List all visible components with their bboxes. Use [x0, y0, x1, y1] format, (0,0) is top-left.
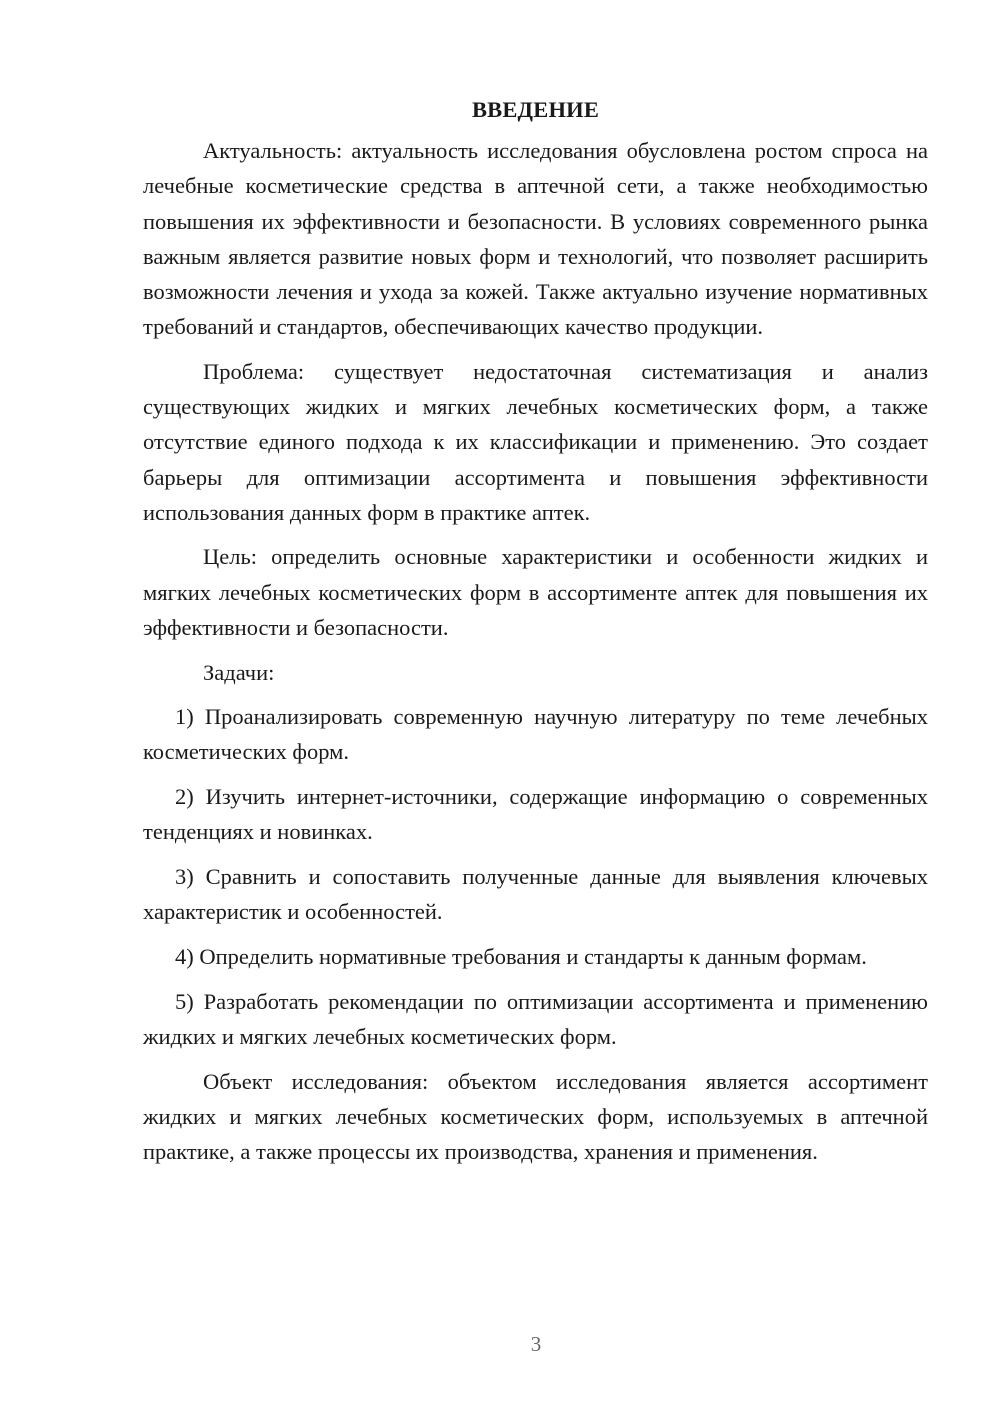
task-item-4: 4) Определить нормативные требования и стандарты к данным формам. — [175, 943, 867, 969]
object-paragraph: Объект исследования: объектом исследования является ассортимент жидких и мягких лечебных косметических форм, используемых в аптечной практике, а также процессы их производства, хранения и применения. — [143, 1068, 928, 1164]
task-item-3: 3) Сравнить и сопоставить полученные данные для выявления ключевых характеристик и особенностей. — [143, 864, 928, 925]
relevance-paragraph: Актуальность: актуальность исследования обусловлена ростом спроса на лечебные косметические средства в аптечной сети, а также необходимостью повышения их эффективности и безопасности. В условиях современного рынка важным является развитие новых форм и технологий, что позволяет расширить возможности лечения и ухода за кожей. Также актуально изучение нормативных требований и стандартов, обеспечивающих качество продукции. — [143, 138, 928, 340]
tasks-label: Задачи: — [203, 659, 275, 685]
goal-paragraph: Цель: определить основные характеристики и особенности жидких и мягких лечебных косметических форм в ассортименте аптек для повышения их эффективности и безопасности. — [143, 544, 928, 640]
page-number-footer — [0, 1332, 1000, 1357]
page-content — [143, 92, 928, 1179]
page-number: 3 — [530, 1332, 542, 1356]
task-item-2: 2) Изучить интернет-источники, содержащие информацию о современных тенденциях и новинках. — [143, 784, 928, 845]
task-item-1: 1) Проанализировать современную научную литературу по теме лечебных косметических форм. — [143, 704, 928, 765]
problem-paragraph: Проблема: существует недостаточная систематизация и анализ существующих жидких и мягких лечебных косметических форм, а также отсутствие единого подхода к их классификации и применению. Это создает барьеры для оптимизации ассортимента и повышения эффективности использования данных форм в практике аптек. — [143, 358, 928, 525]
task-item-5: 5) Разработать рекомендации по оптимизации ассортимента и применению жидких и мягких лечебных косметических форм. — [143, 988, 928, 1049]
section-heading: ВВЕДЕНИЕ — [471, 97, 600, 122]
